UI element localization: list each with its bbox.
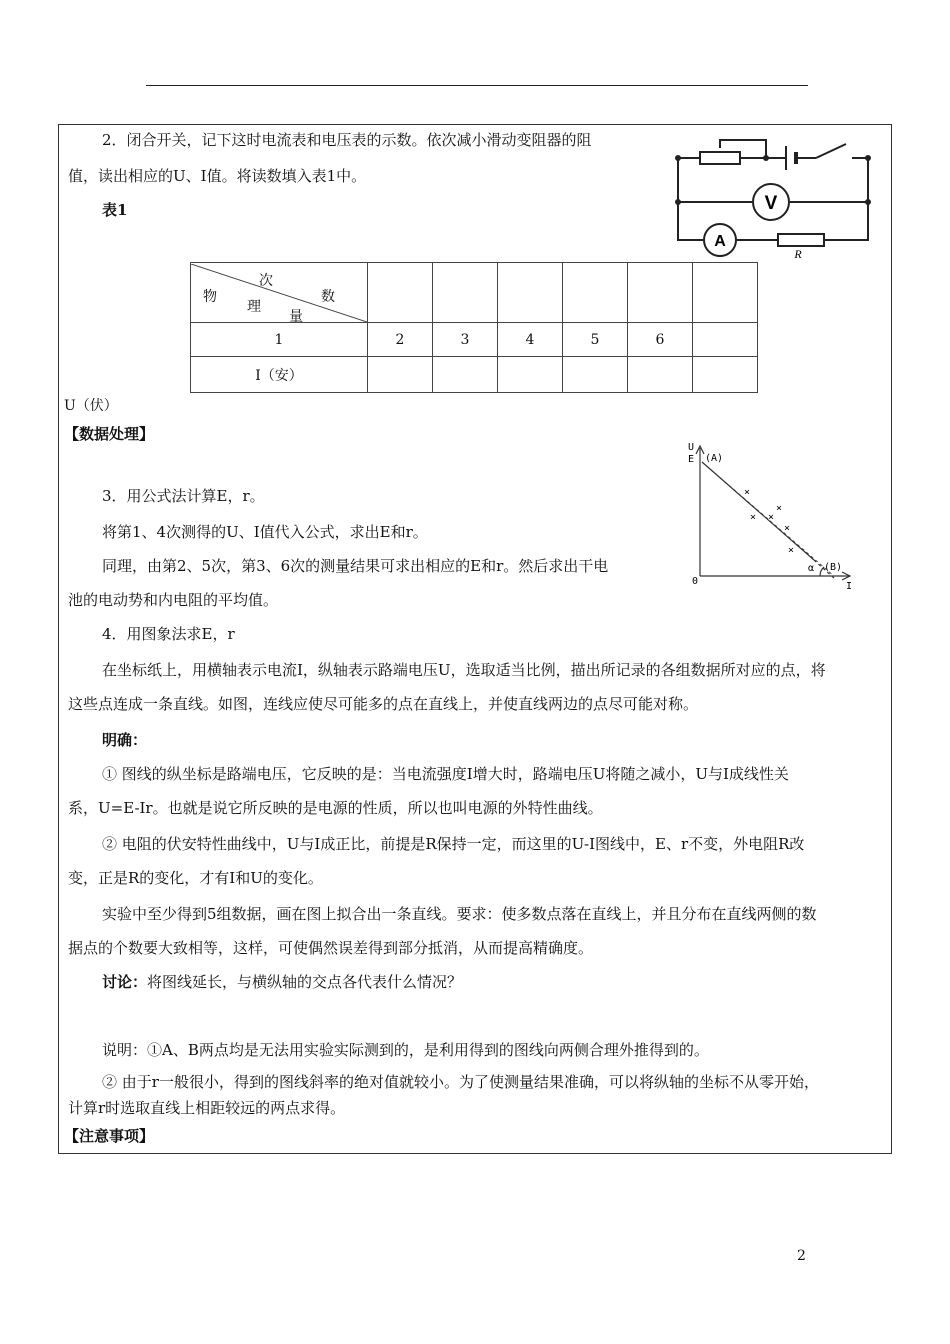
- clarify-p3a: 实验中至少得到5组数据，画在图上拟合出一条直线。要求：使多数点落在直线上，并且分布在直线两侧的数: [102, 905, 817, 923]
- header-shu: 数: [321, 288, 335, 305]
- header-li: 理: [247, 298, 261, 315]
- table-cell: [433, 263, 498, 323]
- graph-y-sub-label: E: [688, 454, 695, 465]
- graph-point-b: (B): [824, 562, 843, 573]
- table-cell: [498, 357, 563, 393]
- table-cell: 5: [563, 323, 628, 357]
- clarify-p2a: ② 电阻的伏安特性曲线中，U与I成正比，前提是R保持一定，而这里的U-I图线中，E、r不变，外电阻R改: [102, 835, 805, 853]
- table-cell: [628, 357, 693, 393]
- section-notes: 【注意事项】: [64, 1127, 155, 1145]
- step3-p2b: 池的电动势和内电阻的平均值。: [68, 591, 279, 609]
- step2-line2: 值，读出相应的U、I值。将读数填入表1中。: [68, 167, 367, 185]
- table-cell: 3: [433, 323, 498, 357]
- graph-alpha: α: [808, 563, 815, 574]
- clarify-p2b: 变，正是R的变化，才有I和U的变化。: [68, 869, 323, 887]
- clarify-title: 明确：: [102, 731, 148, 749]
- clarify-p3b: 据点的个数要大致相等，这样，可使偶然误差得到部分抵消，从而提高精确度。: [68, 939, 594, 957]
- discussion: [102, 972, 462, 992]
- data-point-mark: ×: [744, 487, 751, 498]
- header-wu: 物: [203, 288, 217, 305]
- explain-p1: 说明：①A、B两点均是无法用实验实际测到的，是利用得到的图线向两侧合理外推得到的。: [102, 1041, 709, 1059]
- ui-graph: [684, 440, 864, 590]
- data-point-mark: ×: [768, 512, 775, 523]
- table1-title: 表1: [102, 201, 128, 219]
- resistor-label: R: [794, 247, 802, 260]
- graph-point-a: (A): [705, 453, 724, 464]
- data-point-mark: ×: [750, 512, 757, 523]
- table-cell: 6: [628, 323, 693, 357]
- graph-origin: 0: [692, 576, 699, 587]
- table-cell: 2: [368, 323, 433, 357]
- table-cell: [693, 263, 758, 323]
- table1-header-cell: [191, 263, 368, 323]
- data-point-mark: ×: [788, 545, 795, 556]
- explain-p2a: ② 由于r一般很小，得到的图线斜率的绝对值就较小。为了使测量结果准确，可以将纵轴的坐标不从零开始，: [102, 1073, 819, 1091]
- clarify-p1a: ① 图线的纵坐标是路端电压，它反映的是：当电流强度I增大时，路端电压U将随之减小，U与I成线性关: [102, 765, 789, 783]
- table-row-current: [191, 357, 758, 393]
- table-cell: [563, 357, 628, 393]
- page-number: 2: [797, 1248, 806, 1264]
- graph-x-axis-label: I: [846, 581, 853, 590]
- step3-title: 3．用公式法计算E，r。: [102, 487, 265, 505]
- voltmeter-label: V: [764, 193, 778, 214]
- u-label: U（伏）: [64, 398, 118, 414]
- step3-p2a: 同理，由第2、5次，第3、6次的测量结果可求出相应的E和r。然后求出干电: [102, 557, 609, 575]
- data-point-mark: ×: [776, 503, 783, 514]
- table-cell-i-label: I（安）: [191, 357, 368, 393]
- table1: [190, 262, 758, 393]
- discussion-label: 讨论：: [102, 973, 148, 991]
- table-cell: 4: [498, 323, 563, 357]
- table-cell: [498, 263, 563, 323]
- step4-title: 4．用图象法求E，r: [102, 625, 235, 643]
- explain-p2b: 计算r时选取直线上相距较远的两点求得。: [68, 1099, 346, 1117]
- table-cell: 1: [191, 323, 368, 357]
- step4-p1a: 在坐标纸上，用横轴表示电流I，纵轴表示路端电压U，选取适当比例，描出所记录的各组数据所对应的点，将: [102, 661, 826, 679]
- data-point-mark: ×: [784, 523, 791, 534]
- step2-line1: 2．闭合开关，记下这时电流表和电压表的示数。依次减小滑动变阻器的阻: [102, 131, 592, 149]
- clarify-p1b: 系，U=E-Ir。也就是说它所反映的是电源的性质，所以也叫电源的外特性曲线。: [68, 799, 603, 817]
- ammeter-label: A: [714, 233, 726, 250]
- table-cell: [368, 263, 433, 323]
- table-cell: [433, 357, 498, 393]
- header-liang: 量: [289, 308, 303, 325]
- table-cell: [368, 357, 433, 393]
- section-data-processing: 【数据处理】: [64, 425, 155, 443]
- table-row-index: [191, 323, 758, 357]
- table-cell: [693, 323, 758, 357]
- table-cell: [563, 263, 628, 323]
- step4-p1b: 这些点连成一条直线。如图，连线应使尽可能多的点在直线上，并使直线两边的点尽可能对称。: [68, 695, 699, 713]
- graph-y-axis-label: U: [688, 442, 695, 453]
- header-ci: 次: [259, 272, 273, 289]
- step3-p1: 将第1、4次测得的U、I值代入公式，求出E和r。: [102, 523, 428, 541]
- table-cell: [693, 357, 758, 393]
- circuit-diagram: [668, 130, 880, 260]
- table-cell: [628, 263, 693, 323]
- header-rule: [146, 85, 808, 86]
- discussion-text: 将图线延长，与横纵轴的交点各代表什么情况？: [147, 973, 463, 991]
